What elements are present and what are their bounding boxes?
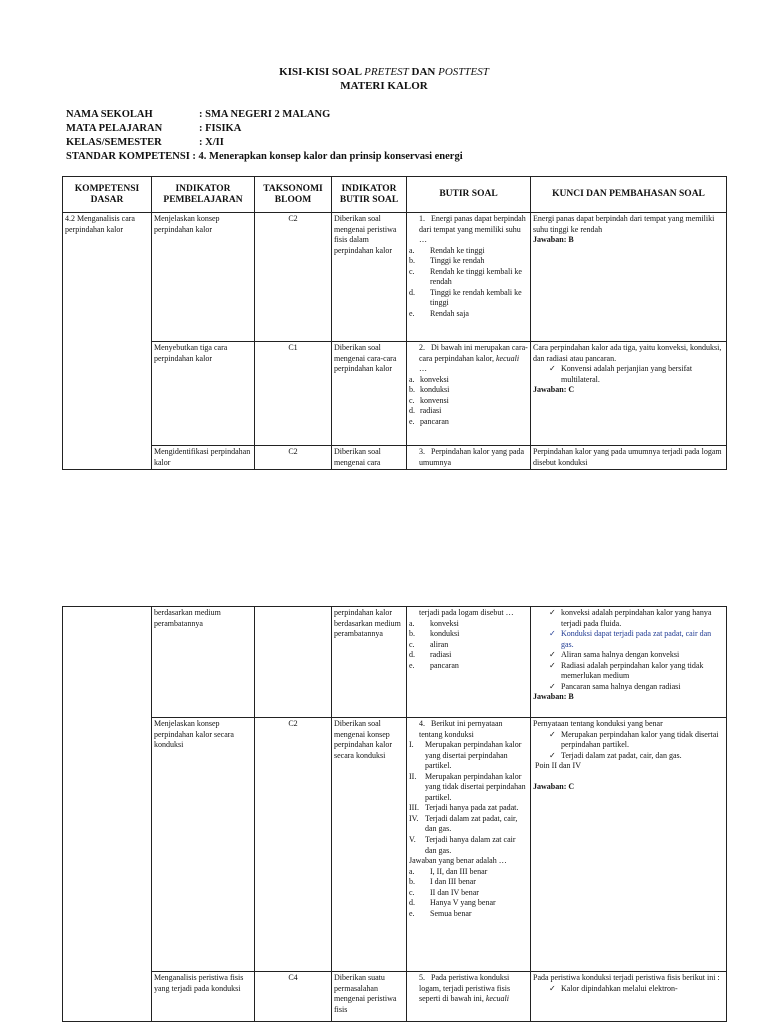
- meta-class: [66, 137, 224, 148]
- option: pancaran: [430, 660, 459, 670]
- header-indikator: INDIKATOR PEMBELAJARAN: [152, 177, 255, 213]
- option: konduksi: [420, 385, 450, 395]
- header-butir-soal: BUTIR SOAL: [407, 177, 531, 213]
- meta-label: KELAS/SEMESTER: [66, 137, 162, 148]
- title-pretest: PRETEST: [364, 66, 409, 78]
- option: Rendah saja: [430, 308, 469, 318]
- check-icon: ✓: [549, 629, 556, 639]
- option: konvensi: [420, 395, 449, 405]
- check-icon: ✓: [549, 681, 556, 691]
- question-cell: 2. Di bawah ini merupakan cara-cara perpindahan kalor, kecuali … a. konveksi b. konduksi c. konvensi d. radiasi e. pancaran: [407, 342, 531, 446]
- option: radiasi: [420, 406, 442, 416]
- meta-value: : SMA NEGERI 2 MALANG: [199, 109, 331, 120]
- check-icon: ✓: [549, 650, 556, 660]
- answer-label: Jawaban: [533, 385, 564, 395]
- header-kunci: KUNCI DAN PEMBAHASAN SOAL: [531, 177, 727, 213]
- question-cell: terjadi pada logam disebut … a. konveksi b. konduksi c. aliran d. radiasi e. pancaran: [407, 607, 531, 718]
- option: konveksi: [430, 618, 459, 628]
- check-icon: ✓: [549, 729, 556, 739]
- indicator-cell: Menjelaskan konsep perpindahan kalor secara konduksi: [152, 718, 255, 972]
- check-note: Konvensi adalah perjanjian yang bersifat multilateral.: [561, 364, 693, 384]
- meta-label: NAMA SEKOLAH: [66, 109, 153, 120]
- check-icon: ✓: [549, 750, 556, 760]
- bloom-cell: C2: [255, 446, 332, 470]
- answer-label: Jawaban: [533, 235, 564, 245]
- check-icon: ✓: [549, 608, 556, 617]
- option: Semua benar: [430, 908, 472, 918]
- table-row: [63, 972, 727, 1022]
- check-note: Merupakan perpindahan kalor yang tidak disertai perpindahan partikel.: [561, 729, 719, 750]
- title-part: KISI-KISI SOAL: [279, 66, 365, 78]
- item-indicator-cell: Diberikan soal mengenai peristiwa fisis dalam perpindahan kalor: [332, 213, 407, 342]
- answer-explanation: Cara perpindahan kalor ada tiga, yaitu konveksi, konduksi, dan radiasi atau pancaran.: [533, 343, 722, 363]
- kd-cell: 4.2 Menganalisis cara perpindahan kalor: [63, 213, 152, 470]
- question-text: 1. Energi panas dapat berpindah dari tempat yang memiliki suhu …: [419, 214, 526, 245]
- check-note: Konduksi dapat terjadi pada zat padat, cair dan gas.: [561, 629, 712, 649]
- meta-label: MATA PELAJARAN: [66, 123, 163, 134]
- check-note: Terjadi dalam zat padat, cair, dan gas.: [561, 750, 682, 760]
- question-text: 5. Pada peristiwa konduksi logam, terjadi peristiwa fisis seperti di bawah ini, kecuali: [419, 973, 511, 1004]
- option: Rendah ke tinggi: [430, 245, 485, 255]
- header-indikator-butir: INDIKATOR BUTIR SOAL: [332, 177, 407, 213]
- statement: Merupakan perpindahan kalor yang tidak disertai perpindahan partikel.: [425, 771, 526, 802]
- question-cell: 1. Energi panas dapat berpindah dari tempat yang memiliki suhu … a. Rendah ke tinggi b. Tinggi ke rendah c. Rendah ke tinggi kembali ke rendah d. Tinggi ke rendah kembali ke tinggi e. Rendah saja: [407, 213, 531, 342]
- check-note: Radiasi adalah perpindahan kalor yang tidak memerlukan medium: [561, 660, 704, 681]
- answer-key-cell: [531, 342, 727, 446]
- answer-explanation: Pernyataan tentang konduksi yang benar: [533, 719, 663, 728]
- answer-value: : C: [563, 385, 575, 395]
- item-indicator-cell: Diberikan soal mengenai cara: [332, 446, 407, 470]
- answer-key-cell: [531, 213, 727, 342]
- table-row: [63, 446, 727, 470]
- option: Hanya V yang benar: [430, 898, 496, 908]
- option: konveksi: [420, 374, 449, 384]
- table-row: [63, 718, 727, 972]
- statement: Terjadi dalam zat padat, cair, dan gas.: [425, 813, 518, 834]
- option: konduksi: [430, 629, 460, 639]
- doc-title: [0, 66, 768, 78]
- check-note: konveksi adalah perpindahan kalor yang hanya terjadi pada fluida.: [561, 608, 712, 628]
- bloom-cell: C4: [255, 972, 332, 1022]
- question-cell: [407, 972, 531, 1022]
- meta-subject: [66, 123, 241, 134]
- question-prompt: Jawaban yang benar adalah …: [409, 856, 507, 866]
- table-row: [63, 213, 727, 342]
- statement: Terjadi hanya dalam zat cair dan gas.: [425, 835, 516, 855]
- item-indicator-cell: perpindahan kalor berdasarkan medium perambatannya: [332, 607, 407, 718]
- question-cell: 4. Berikut ini pernyataan tentang konduksi I. Merupakan perpindahan kalor yang disertai perpindahan partikel. II. Merupakan perpindahan kalor yang tidak disertai perpindahan partikel. III. Terjadi hanya pada zat padat. IV. Terjadi dalam zat padat, cair, dan gas. V. Terjadi hanya dalam zat cair dan gas. Jawaban yang benar adalah … a. I, II, dan III benar b. I dan III benar c. II dan IV benar d. Hanya V yang benar e. Semua benar: [407, 718, 531, 972]
- indicator-cell: Menyebutkan tiga cara perpindahan kalor: [152, 342, 255, 446]
- answer-value: : B: [563, 235, 574, 245]
- check-note: Aliran sama halnya dengan konveksi: [561, 650, 680, 660]
- kd-cell: [63, 607, 152, 1022]
- kisi-table-page2: [62, 606, 727, 1022]
- answer-key-cell: Perpindahan kalor yang pada umumnya terjadi pada logam disebut konduksi: [531, 446, 727, 470]
- answer-points: Poin II dan IV: [535, 761, 581, 771]
- bloom-cell: C2: [255, 718, 332, 972]
- question-text: 2. Di bawah ini merupakan cara-cara perpindahan kalor, kecuali …: [419, 343, 528, 374]
- header-kompetensi: KOMPETENSI DASAR: [63, 177, 152, 213]
- item-indicator-cell: Diberikan soal mengenai konsep perpindahan kalor secara konduksi: [332, 718, 407, 972]
- answer-explanation: Energi panas dapat berpindah dari tempat yang memiliki suhu tinggi ke rendah: [533, 214, 715, 234]
- table-header-row: [63, 177, 727, 213]
- kisi-table-page1: [62, 176, 727, 470]
- option: aliran: [430, 639, 449, 649]
- answer-explanation: Pada peristiwa konduksi terjadi peristiwa fisis berikut ini :: [533, 973, 720, 982]
- indicator-cell: berdasarkan medium perambatannya: [152, 607, 255, 718]
- option: radiasi: [430, 650, 452, 660]
- bloom-cell: [255, 607, 332, 718]
- indicator-cell: Menganalisis peristiwa fisis yang terjadi pada konduksi: [152, 972, 255, 1022]
- option: Tinggi ke rendah: [430, 256, 485, 266]
- check-icon: ✓: [549, 983, 556, 993]
- meta-school: [66, 109, 330, 120]
- check-icon: ✓: [549, 364, 556, 374]
- answer-label: Jawaban: [533, 692, 564, 702]
- check-icon: ✓: [549, 660, 556, 670]
- meta-value: : 4. Menerapkan konsep kalor dan prinsip konservasi energi: [192, 151, 463, 162]
- header-taksonomi: TAKSONOMI BLOOM: [255, 177, 332, 213]
- title-part: DAN: [408, 66, 439, 78]
- item-indicator-cell: Diberikan suatu permasalahan mengenai peristiwa fisis: [332, 972, 407, 1022]
- question-text: 4. Berikut ini pernyataan tentang konduksi: [419, 719, 503, 739]
- answer-value: : C: [563, 781, 575, 791]
- check-note: Pancaran sama halnya dengan radiasi: [561, 681, 681, 691]
- item-indicator-cell: Diberikan soal mengenai cara-cara perpindahan kalor: [332, 342, 407, 446]
- table-row: [63, 342, 727, 446]
- table-row: [63, 607, 727, 718]
- doc-subtitle: MATERI KALOR: [340, 80, 428, 92]
- answer-key-cell: [531, 972, 727, 1022]
- option: Tinggi ke rendah kembali ke tinggi: [430, 287, 522, 308]
- answer-label: Jawaban: [533, 781, 564, 791]
- indicator-cell: Mengidentifikasi perpindahan kalor: [152, 446, 255, 470]
- option: I dan III benar: [430, 877, 476, 887]
- bloom-cell: C1: [255, 342, 332, 446]
- meta-value: : X/II: [199, 137, 224, 148]
- answer-value: : B: [563, 692, 574, 702]
- option: II dan IV benar: [430, 887, 479, 897]
- title-posttest: POSTTEST: [438, 66, 489, 78]
- statement: Merupakan perpindahan kalor yang disertai perpindahan partikel.: [425, 740, 522, 771]
- question-text: terjadi pada logam disebut …: [419, 608, 514, 617]
- check-note: Kalor dipindahkan melalui elektron-: [561, 983, 678, 993]
- question-text: 3. Perpindahan kalor yang pada umumnya: [419, 447, 525, 467]
- option: I, II, dan III benar: [430, 866, 488, 876]
- meta-label: STANDAR KOMPETENSI: [66, 151, 190, 162]
- bloom-cell: C2: [255, 213, 332, 342]
- statement: Terjadi hanya pada zat padat.: [425, 803, 519, 813]
- meta-value: : FISIKA: [199, 123, 242, 134]
- answer-key-cell: [531, 718, 727, 972]
- option: Rendah ke tinggi kembali ke rendah: [430, 266, 522, 287]
- question-cell: [407, 446, 531, 470]
- answer-key-cell: [531, 607, 727, 718]
- option: pancaran: [420, 416, 449, 426]
- indicator-cell: Menjelaskan konsep perpindahan kalor: [152, 213, 255, 342]
- meta-standard: [66, 151, 463, 162]
